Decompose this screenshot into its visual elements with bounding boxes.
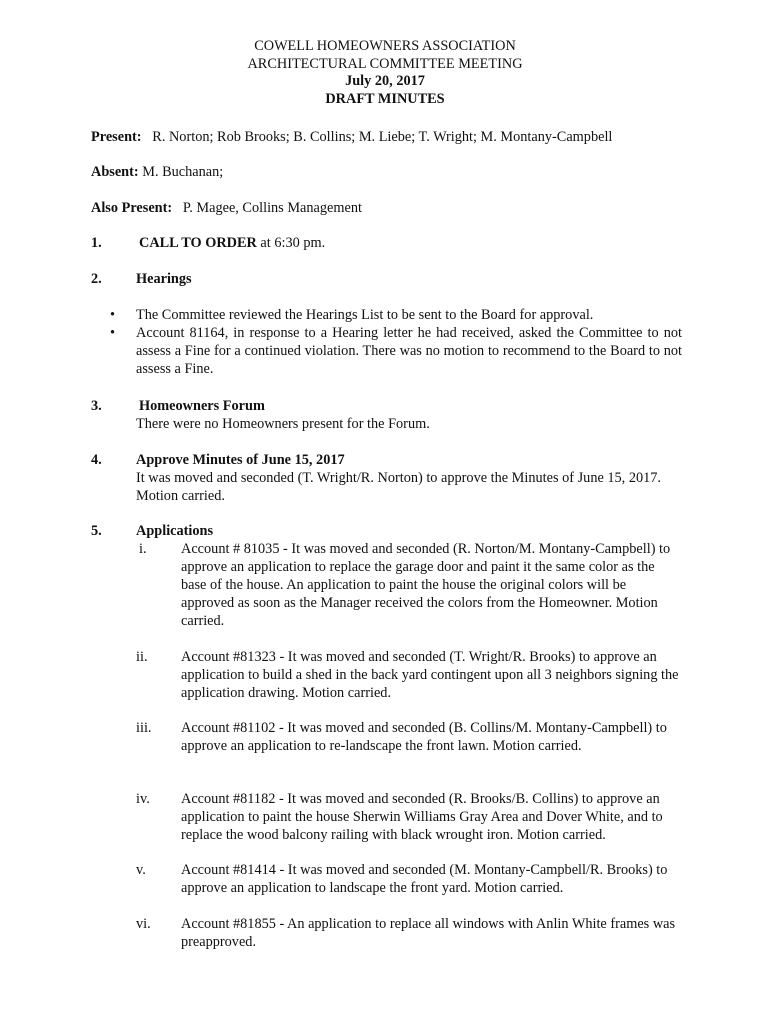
item-number: v. — [136, 862, 146, 878]
also-present-names: P. Magee, Collins Management — [182, 200, 362, 216]
document-title: DRAFT MINUTES — [325, 90, 445, 107]
list-item — [110, 324, 682, 378]
item-number: iii. — [136, 720, 152, 736]
section-text: It was moved and seconded (T. Wright/R. Norton) to approve the Minutes of June 15, 2017. Motion carried. — [136, 470, 661, 504]
bullet-text: The Committee reviewed the Hearings List to be sent to the Board for approval. — [136, 307, 594, 323]
present-line — [91, 128, 612, 146]
application-item — [136, 719, 681, 755]
application-item — [136, 861, 681, 897]
meeting-date: July 20, 2017 — [345, 73, 425, 89]
present-names: R. Norton; Rob Brooks; B. Collins; M. Liebe; T. Wright; M. Montany-Campbell — [152, 129, 613, 145]
application-item — [136, 648, 681, 702]
item-number: vi. — [136, 916, 151, 932]
approve-minutes — [136, 451, 666, 505]
section-number: 1. — [91, 235, 102, 251]
item-text: Account #81182 - It was moved and seconded (R. Brooks/B. Collins) to approve an application to paint the house Sherwin Williams Gray Area and Dover White, and to replace the wood balcony railing with black wrought iron. Motion carried. — [181, 791, 663, 843]
item-number: i. — [139, 541, 147, 557]
section-title: CALL TO ORDER — [139, 235, 257, 251]
section-title: Hearings — [136, 271, 192, 287]
bullet-icon: • — [110, 307, 116, 323]
absent-label: Absent: — [91, 164, 139, 180]
section-title: Approve Minutes of June 15, 2017 — [136, 452, 345, 468]
section-number: 2. — [91, 271, 102, 287]
absent-names: M. Buchanan; — [142, 164, 224, 180]
application-item — [136, 790, 681, 844]
bullet-icon: • — [110, 325, 116, 341]
association-name: COWELL HOMEOWNERS ASSOCIATION — [254, 38, 516, 54]
section-text: There were no Homeowners present for the Forum. — [136, 416, 430, 432]
call-to-order — [139, 234, 684, 252]
item-text: Account #81855 - An application to replace all windows with Anlin White frames was preapproved. — [181, 916, 676, 950]
section-number: 5. — [91, 523, 102, 539]
committee-name: ARCHITECTURAL COMMITTEE MEETING — [247, 55, 523, 72]
bullet-text: Account 81164, in response to a Hearing letter he had received, asked the Committee to not assess a Fine for a continued violation. There was no motion to recommend to the Board to not assess a Fine. — [136, 325, 682, 377]
item-text: Account #81323 - It was moved and seconded (T. Wright/R. Brooks) to approve an application to build a shed in the back yard contingent upon all 3 neighbors signing the application drawing. Motion carried. — [181, 649, 679, 701]
present-label: Present: — [91, 129, 142, 145]
application-item — [136, 540, 681, 630]
section-number: 4. — [91, 452, 102, 468]
absent-line — [91, 163, 223, 181]
also-present-line — [91, 199, 362, 217]
section-text: at 6:30 pm. — [256, 235, 326, 251]
item-text: Account #81414 - It was moved and seconded (M. Montany-Campbell/R. Brooks) to approve an application to landscape the front yard. Motion carried. — [181, 862, 668, 896]
also-present-label: Also Present: — [91, 200, 173, 216]
homeowners-forum — [136, 397, 681, 433]
section-title: Applications — [136, 523, 214, 539]
hearings-bullet-list — [110, 306, 682, 378]
item-number: iv. — [136, 791, 150, 807]
section-number: 3. — [91, 398, 102, 414]
section-title: Homeowners Forum — [139, 398, 265, 414]
application-item — [136, 915, 681, 951]
item-number: ii. — [136, 649, 148, 665]
item-text: Account #81102 - It was moved and seconded (B. Collins/M. Montany-Campbell) to approve an application to re-landscape the front lawn. Motion carried. — [181, 720, 667, 754]
item-text: Account # 81035 - It was moved and seconded (R. Norton/M. Montany-Campbell) to approve an application to replace the garage door and paint it the same color as the base of the house. An application to paint the house the original colors will be approved as soon as the Manager received the colors from the Homeowner. Motion carried. — [181, 541, 671, 629]
list-item — [110, 306, 682, 324]
document-header — [0, 38, 770, 108]
